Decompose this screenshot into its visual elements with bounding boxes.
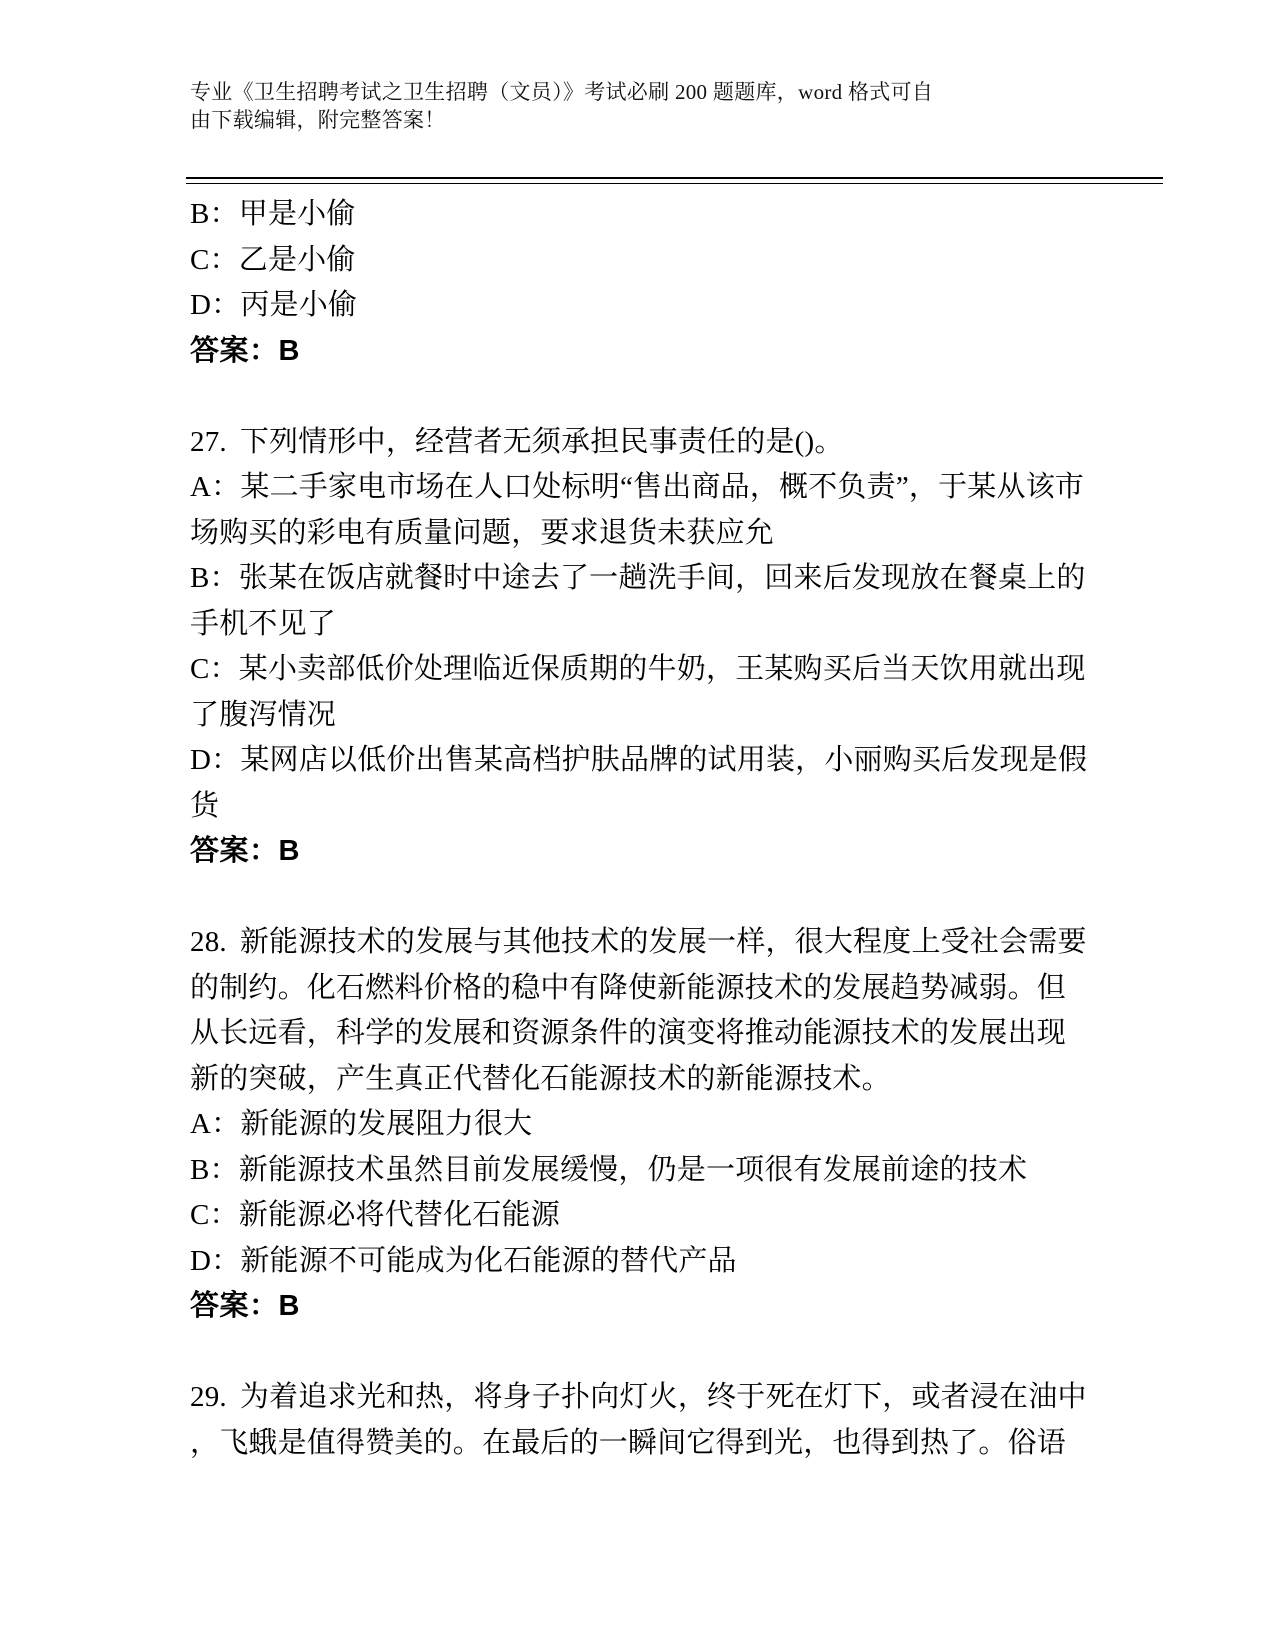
- question-block-26-partial: [190, 192, 1090, 374]
- answer-label: 答案：: [190, 1290, 279, 1322]
- option-text: 新能源的发展阻力很大: [240, 1108, 533, 1140]
- answer-row: [190, 329, 1090, 375]
- option-label: B：: [190, 562, 239, 594]
- question-number: 28.: [190, 926, 227, 958]
- question-row: [190, 420, 1090, 466]
- question-number: 29.: [190, 1381, 227, 1413]
- option-text: 乙是小偷: [238, 243, 356, 276]
- question-text: 为着追求光和热，将身子扑向灯火，终于死在灯下，或者浸在油中，飞蛾是值得赞美的。在最后的一瞬间它得到光，也得到热了。俗语: [190, 1381, 1087, 1459]
- option-row: [190, 1239, 1090, 1285]
- header-rule-divider: [186, 177, 1163, 184]
- question-block-29: [190, 1375, 1090, 1466]
- option-text: 某二手家电市场在人口处标明“售出商品，概不负责”，于某从该市场购买的彩电有质量问题，要求退货未获应允: [190, 471, 1085, 549]
- option-label: D：: [190, 1244, 241, 1277]
- option-label: A：: [190, 1108, 241, 1140]
- option-row: [190, 238, 1090, 284]
- answer-row: [190, 829, 1090, 875]
- header-title-line-2: 由下载编辑，附完整答案！: [190, 108, 446, 132]
- option-row: [190, 192, 1090, 238]
- answer-label: 答案：: [190, 835, 279, 867]
- question-block-27: [190, 420, 1090, 875]
- option-text: 某网店以低价出售某高档护肤品牌的试用装，小丽购买后发现是假货: [190, 744, 1088, 822]
- option-text: 甲是小偷: [238, 198, 356, 230]
- option-row: [190, 647, 1090, 738]
- option-label: C：: [190, 1199, 239, 1231]
- option-text: 丙是小偷: [240, 289, 358, 321]
- answer-value: B: [278, 334, 300, 367]
- option-label: C：: [190, 653, 239, 685]
- answer-value: B: [278, 835, 300, 867]
- answer-value: B: [278, 1290, 300, 1322]
- question-block-28: [190, 920, 1090, 1330]
- question-row: [190, 1375, 1090, 1466]
- option-text: 新能源技术虽然目前发展缓慢，仍是一项很有发展前途的技术: [238, 1153, 1028, 1186]
- option-text: 新能源必将代替化石能源: [238, 1199, 560, 1231]
- option-row: [190, 556, 1090, 647]
- page-header: [190, 78, 1130, 134]
- header-title-line-1: 专业《卫生招聘考试之卫生招聘（文员）》考试必刷 200 题题库，word 格式可自: [190, 80, 934, 104]
- question-number: 27.: [190, 425, 227, 458]
- option-label: A：: [190, 471, 241, 503]
- answer-row: [190, 1284, 1090, 1330]
- option-row: [190, 1193, 1090, 1239]
- option-row: [190, 1148, 1090, 1194]
- option-text: 某小卖部低价处理临近保质期的牛奶，王某购买后当天饮用就出现了腹泻情况: [190, 653, 1086, 731]
- option-row: [190, 465, 1090, 556]
- option-label: D：: [190, 744, 241, 776]
- option-row: [190, 283, 1090, 329]
- option-label: B：: [190, 198, 239, 230]
- option-label: B：: [190, 1153, 239, 1186]
- question-text: 新能源技术的发展与其他技术的发展一样，很大程度上受社会需要的制约。化石燃料价格的稳中有降使新能源技术的发展趋势减弱。但从长远看，科学的发展和资源条件的演变将推动能源技术的发展出现新的突破，产生真正代替化石能源技术的新能源技术。: [190, 926, 1087, 1095]
- question-row: [190, 920, 1090, 1102]
- document-body: [190, 192, 1090, 1466]
- option-text: 新能源不可能成为化石能源的替代产品: [240, 1244, 737, 1277]
- option-label: C：: [190, 243, 239, 276]
- answer-label: 答案：: [190, 334, 279, 367]
- option-label: D：: [190, 289, 241, 321]
- option-row: [190, 1102, 1090, 1148]
- option-row: [190, 738, 1090, 829]
- option-text: 张某在饭店就餐时中途去了一趟洗手间，回来后发现放在餐桌上的手机不见了: [190, 562, 1086, 640]
- question-text: 下列情形中，经营者无须承担民事责任的是()。: [239, 425, 844, 458]
